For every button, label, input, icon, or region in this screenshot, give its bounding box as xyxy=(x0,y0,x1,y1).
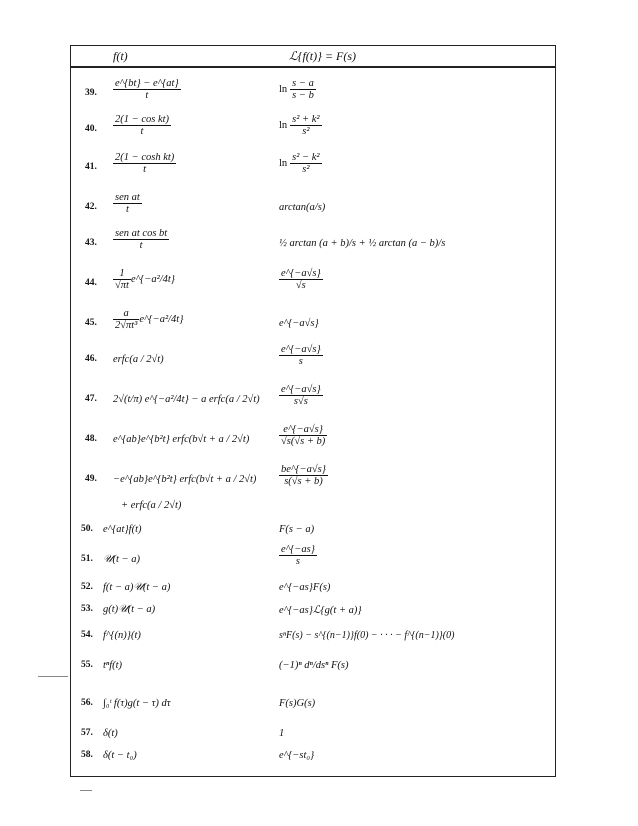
F-cell xyxy=(279,424,327,447)
row-number: 46. xyxy=(85,354,97,364)
row-number: 44. xyxy=(85,278,97,288)
f-numerator: a xyxy=(113,308,139,320)
f-suffix: e^{−a²/4t} xyxy=(139,313,184,325)
f-cell: δ(t) xyxy=(103,728,118,739)
header-f: f(t) xyxy=(113,49,128,63)
row-number: 53. xyxy=(81,604,93,614)
row-number: 48. xyxy=(85,434,97,444)
f-cell: 𝒰(t − a) xyxy=(103,554,140,565)
F-cell: sⁿF(s) − s^{(n−1)}f(0) − · · · − f^{(n−1)}(0) xyxy=(279,630,455,641)
F-cell: F(s)G(s) xyxy=(279,698,316,709)
row-number: 55. xyxy=(81,660,93,670)
f-cell: f^{(n)}(t) xyxy=(103,630,141,641)
F-denominator: s√s xyxy=(293,396,308,407)
scan-artifact xyxy=(38,676,68,677)
F-cell xyxy=(279,544,317,567)
F-cell: arctan(a/s) xyxy=(279,202,326,213)
F-cell xyxy=(279,464,328,487)
F-numerator: e^{−as} xyxy=(281,544,315,555)
F-cell: e^{−st₀} xyxy=(279,750,315,761)
F-prefix: ln xyxy=(279,157,288,169)
F-numerator: s − a xyxy=(292,78,314,89)
row-number: 54. xyxy=(81,630,93,640)
F-cell: 1 xyxy=(279,728,285,739)
f-denominator: t xyxy=(139,240,143,251)
row-number: 56. xyxy=(81,698,93,708)
laplace-transform-table xyxy=(70,45,556,777)
F-cell: F(s − a) xyxy=(279,524,315,535)
f-suffix: e^{−a²/4t} xyxy=(130,273,176,285)
row-number: 52. xyxy=(81,582,93,592)
scan-artifact xyxy=(80,790,92,791)
f-cell: f(t − a)𝒰(t − a) xyxy=(103,582,171,593)
F-numerator: e^{−a√s} xyxy=(281,268,321,279)
f-cell xyxy=(113,78,181,101)
F-denominator: s(√s + b) xyxy=(284,476,323,487)
header-F: ℒ{f(t)} = F(s) xyxy=(289,49,356,63)
row-number: 40. xyxy=(85,124,97,134)
F-prefix: ln xyxy=(279,119,288,131)
F-cell xyxy=(279,152,322,175)
f-cell: tⁿf(t) xyxy=(103,660,123,671)
row-number: 50. xyxy=(81,524,93,534)
row-number: 58. xyxy=(81,750,93,760)
F-cell: ½ arctan (a + b)/s + ½ arctan (a − b)/s xyxy=(279,238,446,249)
row-number: 49. xyxy=(85,474,97,484)
F-cell xyxy=(279,384,323,407)
F-denominator: √s xyxy=(295,280,306,291)
f-numerator: 2(1 − cos kt) xyxy=(115,114,170,125)
f-cell: e^{ab}e^{b²t} erfc(b√t + a / 2√t) xyxy=(113,434,250,445)
F-cell: e^{−as}F(s) xyxy=(279,582,331,593)
f-cell: −e^{ab}e^{b²t} erfc(b√t + a / 2√t) xyxy=(113,474,257,485)
f-numerator: 1 xyxy=(113,268,131,280)
f-cell xyxy=(113,268,175,291)
row-number: 47. xyxy=(85,394,97,404)
F-denominator: s xyxy=(298,356,303,367)
f-cell-continuation: + erfc(a / 2√t) xyxy=(121,500,182,511)
f-cell: erfc(a / 2√t) xyxy=(113,354,164,365)
row-number: 39. xyxy=(85,88,97,98)
F-denominator: √s(√s + b) xyxy=(281,436,326,447)
row-number: 42. xyxy=(85,202,97,212)
f-cell xyxy=(113,228,169,251)
F-denominator: s xyxy=(295,556,300,567)
F-denominator: s − b xyxy=(292,90,314,101)
f-cell: δ(t − t₀) xyxy=(103,750,137,761)
F-cell: e^{−as}ℒ{g(t + a)} xyxy=(279,605,362,616)
f-denominator: 2√πt³ xyxy=(115,320,138,331)
f-denominator: t xyxy=(145,90,149,101)
row-number: 45. xyxy=(85,318,97,328)
row-number: 43. xyxy=(85,238,97,248)
f-numerator: sen at xyxy=(115,192,140,203)
F-cell xyxy=(279,78,316,101)
f-cell: e^{at}f(t) xyxy=(103,524,142,535)
f-numerator: 2(1 − cosh kt) xyxy=(115,152,175,163)
F-numerator: e^{−a√s} xyxy=(279,424,327,436)
F-numerator: e^{−a√s} xyxy=(281,384,321,395)
f-cell: 2√(t/π) e^{−a²/4t} − a erfc(a / 2√t) xyxy=(113,394,260,405)
f-denominator: t xyxy=(143,164,147,175)
f-numerator: e^{bt} − e^{at} xyxy=(115,78,179,89)
f-cell xyxy=(113,152,176,175)
f-cell xyxy=(113,308,183,331)
F-denominator: s² xyxy=(302,164,310,175)
f-cell: ∫₀ᵗ f(τ)g(t − τ) dτ xyxy=(103,698,171,709)
F-cell: e^{−a√s} xyxy=(279,318,319,329)
f-numerator: sen at cos bt xyxy=(115,228,168,239)
F-cell: (−1)ⁿ dⁿ/dsⁿ F(s) xyxy=(279,660,349,671)
row-number: 51. xyxy=(81,554,93,564)
F-prefix: ln xyxy=(279,83,288,95)
f-denominator: √πt xyxy=(115,280,129,291)
F-numerator: be^{−a√s} xyxy=(281,464,326,475)
F-numerator: s² + k² xyxy=(292,114,320,125)
f-cell: g(t)𝒰(t − a) xyxy=(103,604,156,615)
F-cell xyxy=(279,268,323,291)
f-denominator: t xyxy=(140,126,144,137)
f-cell xyxy=(113,114,171,137)
table-header xyxy=(71,46,555,68)
f-denominator: t xyxy=(125,204,129,215)
row-number: 57. xyxy=(81,728,93,738)
F-numerator: s² − k² xyxy=(292,152,320,163)
F-cell xyxy=(279,344,323,367)
F-cell xyxy=(279,114,322,137)
row-number: 41. xyxy=(85,162,97,172)
f-cell xyxy=(113,192,142,215)
F-denominator: s² xyxy=(302,126,310,137)
F-numerator: e^{−a√s} xyxy=(281,344,321,355)
